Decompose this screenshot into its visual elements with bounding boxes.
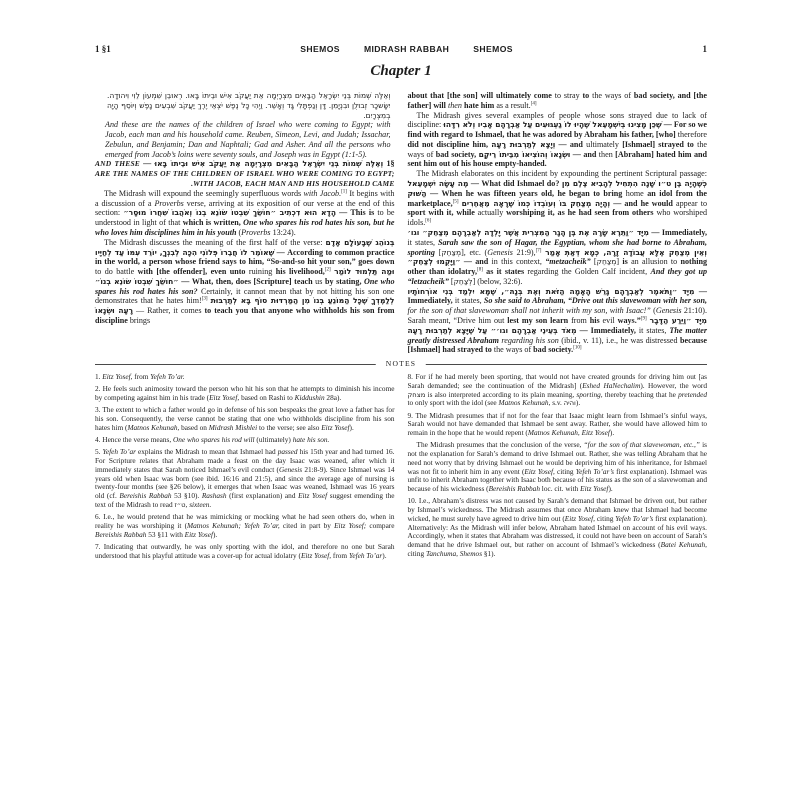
text-run: 21:9), — [512, 247, 536, 257]
text-run: — — [576, 325, 591, 335]
text-run: Eitz Yosef, — [300, 550, 332, 560]
text-run: [7] — [535, 247, 542, 253]
text-run: [9] — [640, 316, 647, 322]
text-run: When he was fifteen years old, he began to bring — [441, 188, 623, 198]
text-run: with [the offender], even unto — [137, 267, 246, 277]
text-run: as a result. — [494, 100, 531, 110]
text-run: Matnos Kehunah, — [127, 422, 180, 432]
text-run: pretended — [678, 389, 708, 399]
header-parsha-left: SHEMOS — [300, 44, 340, 54]
text-run: evil — [599, 315, 618, 325]
text-run: One who spares his rod will — [173, 435, 255, 445]
text-run: [ — [590, 257, 597, 267]
text-run: ruining — [245, 267, 276, 277]
text-run: to stray — [551, 91, 583, 100]
text-run: ] — [616, 257, 623, 267]
commentary-paragraph — [408, 287, 708, 355]
text-run: — — [460, 257, 476, 267]
commentary-paragraph — [408, 91, 708, 111]
text-run: his livelihood, — [275, 267, 325, 277]
text-run: worshiping it, as he had seen from others — [506, 208, 654, 218]
text-run: the ways of — [407, 139, 707, 159]
text-run: [Ishmael] strayed to — [622, 139, 694, 149]
hebrew-text-run: מְצַחֵק — [441, 247, 462, 257]
text-run: compare — [366, 520, 395, 530]
text-run: with Jacob. — [303, 188, 342, 198]
text-run: §1). — [482, 548, 496, 558]
header-parsha-right: SHEMOS — [473, 44, 513, 54]
text-run: Genesis — [487, 247, 513, 257]
text-run: “metzacheik” — [545, 257, 591, 267]
text-run: Immediately, — [661, 227, 708, 237]
text-run: And these are the names of the children of Israel who were coming to Egypt; with Jacob, each man and his household came. Reuben, Simeon, Levi, and Judah; Issachar, Zebulun, and Benjamin; Dan and Naphtali; Gad and Asher. And all the persons who emerged from Jacob’s loins were seventy souls, and Joseph was in Egypt — [105, 120, 391, 159]
text-run: [4] — [530, 101, 537, 107]
page-header — [95, 44, 707, 54]
hebrew-text-run: הָדָא הוּא דִכְתִיב ״חוֹשֵׂךְ שִׁבְטוֹ שׂוֹנֵא בְנוֹ וְאֹהֲבוֹ שִׁחֲרוֹ מוּסָר״ — [123, 208, 337, 218]
text-run: which is written, — [182, 218, 244, 228]
text-run: 21:8-9). Since Ishmael was 14 years old when Isaac was born (see ibid. 16:16 and 21:5), and since the average age of nursing is twenty-four months (see §26 below), it emerges that when Isaac was weaned, Ishmael was 16 years old (cf. — [95, 464, 395, 501]
text-run: therefore — [675, 130, 707, 140]
text-run: 6. I.e., he would pretend that he was mimicking or mocking what he had seen others do, when in reality he was worshiping it ( — [95, 512, 395, 530]
text-run: about that [the son] will ultimately come — [407, 91, 552, 100]
text-run: Eitz Yosef — [184, 529, 213, 539]
text-run: 5. — [95, 447, 103, 457]
text-run: Eitz Yosef, — [524, 466, 555, 476]
text-run: appear to — [672, 198, 707, 208]
text-run: it states, — [407, 237, 438, 247]
note — [95, 513, 395, 539]
note — [408, 412, 708, 438]
text-run: ], etc. ( — [461, 247, 488, 257]
text-run: [ — [448, 276, 454, 286]
text-run: — — [648, 227, 662, 237]
text-run: Matnos Kehunah; — [187, 520, 241, 530]
hebrew-verse-text — [95, 91, 395, 120]
notes-left-column — [95, 373, 395, 564]
text-run: hate his son. — [292, 435, 330, 445]
text-run: lest my son learn — [507, 315, 569, 325]
text-run: the ways of — [589, 91, 634, 100]
text-run: is — [622, 257, 628, 267]
text-run: who worshiped idols. — [407, 208, 707, 228]
text-run: Batei Kehunah, — [660, 540, 707, 550]
text-run: nothing other than idolatry, — [407, 257, 708, 277]
book-page — [95, 44, 707, 564]
section-heading — [95, 159, 395, 188]
text-run: Eitz Yosef — [580, 484, 609, 494]
text-run: 8. For if he had merely been sporting, that would not have created grounds for driving him out [as Sarah demanded; see the continuation of the Midrash] ( — [407, 372, 707, 390]
text-run: , — [185, 499, 190, 509]
text-run: According to common practice in the world, a person whose friend says to him, “So-and-so hit your son,” goes down — [95, 247, 395, 267]
text-run: [10] — [573, 345, 582, 351]
text-run: 10. I.e., Abraham’s distress was not caused by Sarah’s demand that Ishmael be driven out, but rather by Ishmael’s wickedness. The Midrash assumes that once Abraham knew that Ishmael had become wicked, he must surely have agreed to drive him out ( — [407, 496, 707, 523]
text-run: bad society, and [the father] will — [407, 91, 707, 110]
text-run: Eitz Yosef, — [209, 393, 240, 403]
text-run: 9. The Midrash presumes that if not for the fear that Isaac might learn from Ishmael’s sinful ways, Sarah would not have demanded that Ishmael be sent away. Rather, she would have allowed him to remain in the hope that he would repent ( — [407, 410, 707, 438]
text-run: Genesis — [655, 306, 682, 316]
text-run: s.v. — [550, 398, 564, 408]
text-run: Yefeh To’ar. — [150, 372, 185, 382]
note — [95, 543, 395, 561]
hebrew-text-run: מִיָּד ״וַתֹּאמֶר לְאַבְרָהָם גָּרֵשׁ הָאָמָה הַזֹּאת וְאֶת בְּנָהּ״, שֶׁמָּא יִלְמַד בְּנִי אוֹרְחוֹתָיו — [407, 286, 695, 296]
text-run: Immediately, — [590, 325, 636, 335]
text-run: [Abraham] hated him and sent him out of his house empty-handed. — [407, 149, 707, 169]
text-run: citing — [407, 548, 426, 558]
text-run: One who spares his rod hates his son, but he who loves him disciplines him in his youth — [95, 218, 395, 237]
text-run: [8] — [477, 267, 483, 273]
text-run: Proverbs — [154, 198, 184, 208]
text-run: 28a). — [324, 393, 342, 403]
hebrew-text-run: מצחק — [407, 390, 426, 399]
header-page-section-ref: 1 §1 — [95, 44, 111, 54]
text-run: citing — [554, 466, 576, 476]
text-run: because [Ishmael] had strayed to — [407, 335, 707, 355]
text-run: Yefeh To’ar — [102, 447, 136, 457]
hebrew-text-run: וּמַה תַּלְמוּד לוֹמַר ״חוֹשֵׂךְ שִׁבְטוֹ שׂוֹנֵא בְנוֹ״ — [95, 267, 395, 286]
text-run: [5] — [452, 198, 459, 204]
text-run: — — [610, 198, 625, 208]
text-run: §1 — [383, 159, 395, 169]
hebrew-text-run: מִיָּד ״וַיֵּרַע הַדָּבָר מְאֹד בְּעֵינֵי אַבְרָהָם וגו׳״ עַל שֶׁיָּצָא לְתַרְבּוּת רָעָה — [407, 315, 707, 335]
text-run: [6] — [425, 218, 432, 224]
text-run: — — [661, 120, 674, 130]
text-run: Yefeh To’ar’s — [615, 513, 654, 523]
text-run: Bereishis Rabbah — [119, 491, 172, 501]
text-run: from — [331, 550, 349, 560]
text-run: is also interpreted according to its plain meaning, — [425, 389, 577, 399]
text-run: Eitz Yosef, — [564, 513, 595, 523]
text-run: — — [555, 139, 570, 149]
text-run: hate him — [463, 100, 495, 110]
text-run: based on Rashi to — [239, 393, 295, 403]
text-run: to teach you that anyone who withholds his son from discipline — [95, 306, 395, 325]
text-run: actually — [474, 208, 507, 218]
text-run: It begins with a discussion of a — [95, 188, 395, 208]
notes-label: NOTES — [376, 359, 426, 368]
text-run: ] (below, 32:6). — [472, 276, 523, 286]
text-run: is not the explanation for Sarah’s demand to drive Ishmael out. Rather, she was telling Abraham that he need not worry that by driving Ishmael out he would be depriving him of his inheritance, for Ishmael was not fit to inherit him in any event ( — [407, 440, 707, 476]
text-run: the ways of — [491, 345, 534, 355]
text-run: The Midrash presumes that the conclusion of the verse, — [416, 440, 584, 450]
text-run: Rashash — [201, 491, 227, 501]
text-run: 3. The extent to which a father would go in defense of his son bespeaks the great love a father has for his son. Consequently, the verse cannot be stating that one who withholds discipline from his son hates him ( — [95, 405, 395, 432]
text-run: What, then, does [Scripture] teach — [191, 276, 313, 286]
text-run: Bereishis Rabbah — [488, 484, 540, 494]
text-run: it states, — [635, 325, 670, 335]
text-run: Proverbs — [241, 227, 271, 237]
text-run: explains the Midrash to mean that Ishmael had — [136, 447, 278, 457]
text-run: then — [447, 100, 462, 110]
hebrew-text-run: לְלַמֶּדְךָ שֶׁכָּל הַמּוֹנֵעַ בְּנוֹ מִן הַמַּרְדּוּת סוֹף בָּא לְתַרְבּוּת רָעָה וּשְׂנָאוֹ — [95, 296, 395, 316]
text-run: ). — [349, 422, 354, 432]
text-run: brings — [127, 315, 151, 325]
text-run: 13:24). — [270, 227, 296, 237]
text-run: loc. cit. with — [539, 484, 581, 494]
text-run: (ibid., v. 11), i.e., he was distressed — [558, 335, 681, 345]
text-run: One who spares his rod hates his son? — [95, 276, 395, 296]
text-run: thereby teaching that he — [602, 389, 679, 399]
text-run: ). — [213, 529, 218, 539]
hebrew-text-run: וְיָצָא לְתַרְבּוּת רָעָה — [491, 139, 556, 149]
hebrew-text-run: שֶׁכֵּן מָצִינוּ בְּיִשְׁמָעֵאל שֶׁהָיוּ לוֹ גַעְגּוּעִים עַל אַבְרָהָם אָבִיו וְלֹא רִדָּהוּ — [443, 120, 662, 130]
header-daf-ref: 1 — [702, 44, 707, 54]
text-run: AND THESE ARE THE NAMES OF THE CHILDREN OF ISRAEL WHO WERE COMING TO EGYPT; WITH JACOB, EACH MAN AND HIS HOUSEHOLD CAME. — [95, 159, 395, 189]
text-run: ). — [609, 428, 615, 438]
text-run: cited in part by — [279, 520, 335, 530]
text-run: Eitz Yosef; — [334, 520, 367, 530]
header-book-title — [300, 44, 513, 54]
commentary-paragraph — [95, 238, 395, 326]
note — [95, 385, 395, 403]
text-run: to only sport with the idol (see — [407, 398, 499, 408]
note — [95, 436, 395, 445]
text-run: Yefeh To’ar’s — [575, 466, 614, 476]
text-run: first explanation). Alternatively: As the Midrash will infer below, Abraham hated Ishmael on account of his evil ways. Accordingly, when it states that Abraham was distressed, it could not have been on account of Sarah’s demand that he drive Ishmael out, but rather on account of Ishmael’s wickedness ( — [407, 513, 707, 550]
text-run: Eitz Yosef, — [102, 372, 133, 382]
text-run: — Rather, it comes — [133, 306, 205, 316]
text-run: Yefeh To’ar — [348, 550, 383, 560]
text-run: 7. Indicating that outwardly, he was only sporting with the idol, and therefore no one but Sarah understood that his playful attitude was a cover-up for actual idolatry ( — [95, 541, 395, 560]
verse-translation — [95, 120, 395, 159]
text-run: — — [178, 276, 192, 286]
text-run: ( — [650, 306, 656, 316]
text-run: Certainly, it cannot mean that by not hitting his son one demonstrates that he hates him! — [95, 286, 395, 306]
text-run: [1] — [341, 189, 347, 195]
text-run: Genesis — [278, 464, 303, 474]
text-run: in this context, — [488, 257, 546, 267]
text-run: The Midrash will expound the seemingly superfluous words — [104, 188, 304, 198]
text-run: to do battle — [95, 267, 138, 277]
text-run: home — [622, 188, 648, 198]
body-right-column — [408, 91, 708, 355]
hebrew-text-run: ט״ז — [174, 500, 186, 509]
note — [95, 406, 395, 432]
text-run: verse, arriving at its exposition of our verse at the end of this section: — [95, 198, 395, 218]
text-run: from — [568, 315, 590, 325]
note-continuation — [408, 441, 708, 494]
text-run: — — [570, 149, 584, 159]
text-run: 2. He feels such animosity toward the person who hit his son that he attempts to diminish his income by competing against him in his trade ( — [95, 384, 395, 403]
note — [408, 497, 708, 558]
text-run: ). — [575, 398, 581, 408]
body-left-column — [95, 91, 395, 355]
text-run: his 15th year and had turned 16. For Scripture relates that Abraham made a feast on the day Isaac was weaned, after which it immediately states that Sarah noticed Ishmael’s evil conduct ( — [95, 447, 395, 474]
text-run: to be understood in light of that — [95, 208, 395, 228]
text-run: for the son of that slavewoman shall not inherit with my son, with Isaac!” — [407, 306, 651, 316]
text-run: — — [694, 286, 707, 296]
hebrew-text-run: וְאֵלֶּה שְׁמוֹת בְּנֵי יִשְׂרָאֵל הַבָּאִים מִצְרָיְמָה אֵת יַעֲקֹב אִישׁ וּבֵיתוֹ בָּאוּ. רְאוּבֵן שִׁמְעוֹן לֵוִי וִיהוּדָה. יִשָּׂשכָר זְבוּלֻן וּבִנְיָמִן. דָּן וְנַפְתָּלִי גָּד וְאָשֵׁר. וַיְהִי כָּל נֶפֶשׁ יֹצְאֵי יֶרֶךְ יַעֲקֹב שִׁבְעִים נָפֶשׁ וְיוֹסֵף הָיָה בְמִצְרָיִם. — [107, 91, 391, 120]
text-run: — — [139, 159, 155, 169]
hebrew-text-run: וּשְׂנָאוֹ וְהוֹצִיאוֹ מִבֵּיתוֹ רֵיקָם — [478, 149, 571, 159]
text-run: Yefeh To’ar, — [244, 520, 280, 530]
text-run: Matnos Kehunah, Eitz Yosef — [527, 428, 610, 438]
text-run: sport with it, while — [407, 208, 475, 218]
text-run: to — [582, 91, 590, 100]
commentary-paragraph — [408, 228, 708, 287]
text-run: — — [274, 247, 288, 257]
text-run: ( — [236, 227, 242, 237]
text-run: Kiddushin — [294, 393, 325, 403]
text-run: Eshed HaNechalim — [582, 380, 641, 390]
text-run: passed — [277, 447, 298, 457]
text-run: [3] — [201, 296, 208, 302]
text-run: ways.” — [617, 315, 641, 325]
note — [95, 373, 395, 382]
text-run: Bereishis Rabbah — [95, 529, 147, 539]
text-run: [2] — [324, 267, 331, 273]
text-run: The Midrash elaborates on this incident by expounding the pertinent Scriptural passage: — [416, 169, 707, 179]
text-run: suggest emending the text of the Midrash to read — [95, 491, 395, 509]
text-run: Matnos Kehunah, — [498, 398, 551, 408]
notes-right-column — [408, 373, 708, 564]
text-run: us — [312, 276, 325, 286]
text-run: Eitz Yosef — [321, 422, 350, 432]
text-run: The Midrash discusses the meaning of the first half of the verse: — [104, 237, 326, 247]
text-run: 53 §11 with — [146, 529, 185, 539]
text-run: (1:1-5). — [342, 149, 367, 159]
hebrew-text-run: לְצַחֵק — [453, 276, 473, 286]
text-run: (ultimately) — [254, 435, 293, 445]
text-run: 4. Hence the verse means, — [95, 435, 174, 445]
text-run: The Midrash gives several examples of people whose sons strayed due to lack of discipline: — [407, 110, 707, 130]
text-run: sixteen. — [189, 499, 212, 509]
text-run: What did Ishmael do? — [481, 179, 560, 189]
text-run: bad society, — [435, 149, 477, 159]
text-run: and — [475, 257, 489, 267]
hebrew-text-run: כְּשֶׁהָיָה בֶּן ט״ו שָׁנָה הִתְחִיל לְהָבִיא צֶלֶם מִן הַשּׁוּק — [407, 179, 707, 198]
hebrew-text-run: וְאֵין מְצַחֵק אֶלָּא עֲבוֹדָה זָרָה, כְּמָא דְּאַתְּ אָמַר ״וַיָּקֻמוּ לְצַחֵק״ — [407, 247, 707, 267]
text-run: — — [468, 179, 482, 189]
hebrew-text-run: וְהָיָה מְצַחֵק בּוֹ וְעוֹבְדוֹ כְּמוֹ שֶׁרָאָה מֵאֲחֵרִים — [461, 198, 611, 208]
text-run: For so we find with regard to Ishmael, that he was adored by Abraham his father, [who] — [407, 120, 708, 140]
text-run: Eitz Yosef — [298, 491, 328, 501]
note — [408, 373, 708, 408]
text-run: an idol from the marketplace, — [407, 188, 707, 208]
hebrew-text-run: בְּנוֹהֵג שֶׁבָּעוֹלָם אָדָם שֶׁאוֹמֵר לוֹ חֲבֵרוֹ פְּלוֹנִי הִכָּה לְבִנְךָ, יוֹרֵד עִמּוֹ עַד לְחַיָּיו — [95, 237, 395, 257]
text-run: 1. — [95, 372, 103, 382]
commentary-paragraph — [408, 111, 708, 170]
text-run: it states, — [452, 296, 484, 306]
text-run: — — [336, 208, 351, 218]
text-run: by stating, — [324, 276, 365, 286]
text-run: based on — [179, 422, 209, 432]
text-run: regarding the Golden Calf incident, — [524, 267, 651, 277]
text-run: [ — [434, 247, 442, 257]
text-run: sporting, — [576, 389, 603, 399]
text-run: ). However, the word — [640, 380, 707, 390]
text-run: from — [132, 372, 151, 382]
notes-divider — [95, 359, 707, 369]
text-run: regarding his son — [501, 335, 559, 345]
header-series-title: MIDRASH RABBAH — [363, 44, 450, 54]
text-run: and — [569, 139, 583, 149]
text-run: and — [583, 149, 597, 159]
text-run: ultimately — [582, 139, 623, 149]
chapter-title: Chapter 1 — [370, 63, 432, 79]
text-run: (first explanation) and — [226, 491, 299, 501]
text-run: his — [589, 315, 600, 325]
text-run: This is — [350, 208, 375, 218]
hebrew-text-run: מְצַחֵק — [596, 257, 617, 267]
text-run: — — [426, 188, 442, 198]
text-run: citing — [594, 513, 616, 523]
text-run: The matter greatly distressed Abraham — [407, 325, 707, 345]
text-run: did not discipline him, — [407, 139, 489, 149]
text-run: an allusion to — [627, 257, 681, 267]
text-run: ). — [382, 550, 387, 560]
hebrew-text-run: מֶה עָשָׂה יִשְׁמָעֵאל — [407, 179, 469, 189]
hebrew-text-run: והיה — [563, 399, 576, 408]
text-run: as it states — [486, 267, 525, 277]
hebrew-text-run: מִיָּד ״וַתֵּרֶא שָׂרָה אֶת בֶּן הָגָר הַמִּצְרִית אֲשֶׁר יָלְדָה לְאַבְרָהָם מְצַחֵק״ וגו׳ — [407, 227, 649, 237]
text-run: 53 §10). — [171, 491, 202, 501]
text-run: Tanchuma, Shemos — [425, 548, 483, 558]
text-run: And they got up “letzacheik” — [407, 267, 707, 286]
note — [95, 448, 395, 509]
text-run: first explanation). Ishmael was unfit to inherit Abraham together with Isaac both because of his status as the son of a slavewoman and because of his wickedness ( — [407, 466, 707, 494]
text-run: ). — [608, 484, 613, 494]
body-columns — [95, 91, 707, 355]
text-run: Midrash Mishlei — [208, 422, 258, 432]
text-run: So she said to Abraham, “Drive out this slavewoman with her son, — [483, 296, 707, 306]
text-run: bad society. — [533, 345, 574, 355]
notes-columns — [95, 373, 707, 564]
hebrew-text-run: וְאֵלֶּה שְׁמוֹת בְּנֵי יִשְׂרָאֵל הַבָּאִים מִצְרָיְמָה אֵת יַעֲקֹב אִישׁ וּבֵיתוֹ בָּאוּ — [154, 159, 384, 169]
text-run: Sarah saw the son of Hagar, the Egyptian, whom she had borne to Abraham, sporting — [407, 237, 707, 257]
text-run: 21:10). Sarah meant, “Drive him out — [407, 306, 708, 325]
text-run: then — [596, 149, 616, 159]
commentary-paragraph — [408, 169, 708, 228]
text-run: Immediately, — [407, 296, 453, 306]
text-run: to the verse; see also — [257, 422, 322, 432]
text-run: and he would — [624, 198, 673, 208]
text-run: “for the son of that slavewoman, etc.,” — [583, 440, 700, 450]
commentary-paragraph — [95, 189, 395, 238]
